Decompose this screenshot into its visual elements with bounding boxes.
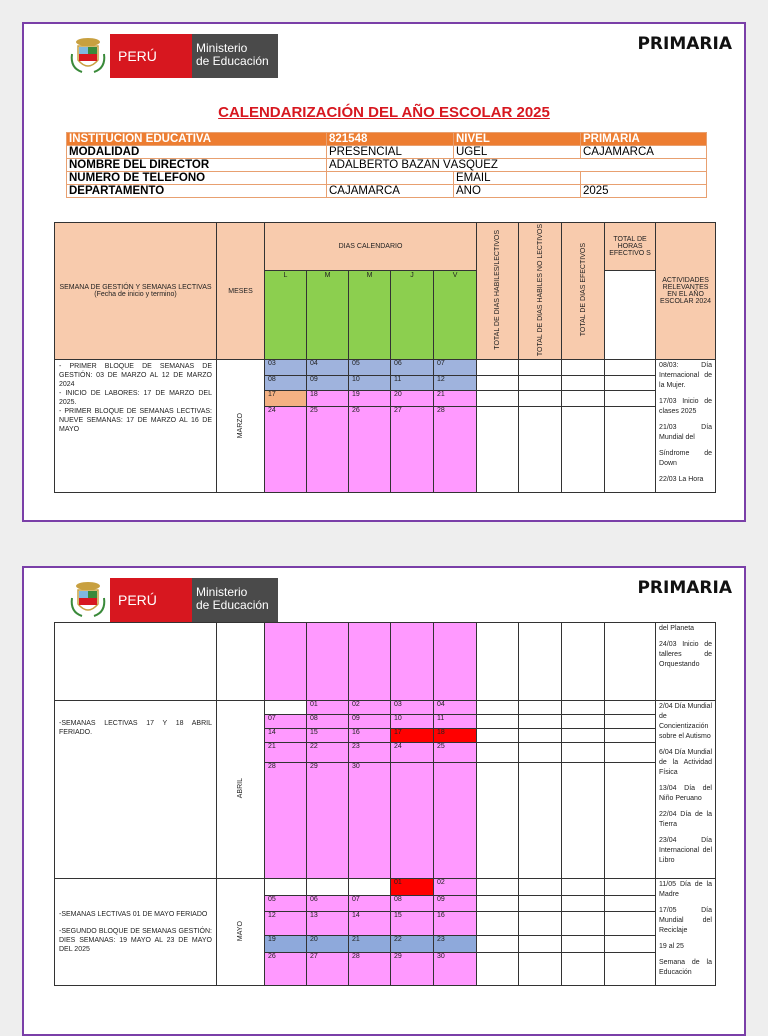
ugel-label: UGEL <box>454 146 581 159</box>
day-cell: 06 <box>307 895 349 912</box>
total-cell <box>605 952 656 985</box>
mes-cell-mayo: MAYO <box>217 879 265 986</box>
total-cell <box>605 406 656 492</box>
total-cell <box>519 623 562 701</box>
total-cell <box>605 743 656 763</box>
day-cell: 16 <box>349 729 391 743</box>
day-cell: 11 <box>391 375 434 391</box>
day-cell <box>434 623 477 701</box>
day-cell: 20 <box>391 391 434 407</box>
total-cell <box>477 375 519 391</box>
total-cell <box>562 623 605 701</box>
total-cell <box>477 406 519 492</box>
day-header-m: M <box>307 270 349 360</box>
day-cell: 07 <box>349 895 391 912</box>
total-cell <box>562 952 605 985</box>
total-cell <box>477 360 519 376</box>
departamento-value: CAJAMARCA <box>327 185 454 198</box>
day-cell: 12 <box>265 912 307 936</box>
day-cell: 03 <box>265 360 307 376</box>
email-value <box>581 172 707 185</box>
total-cell <box>605 763 656 879</box>
minedu-logo <box>66 578 278 622</box>
modalidad-label: MODALIDAD <box>67 146 327 159</box>
page-2 <box>22 566 746 1036</box>
country-label: PERÚ <box>110 34 192 78</box>
mes-cell-marzo: MARZO <box>217 360 265 493</box>
day-cell: 09 <box>307 375 349 391</box>
day-cell: 01 <box>307 701 349 715</box>
semana-cell-abril: -SEMANAS LECTIVAS 17 Y 18 ABRIL FERIADO. <box>55 701 217 879</box>
total-cell <box>477 912 519 936</box>
director-label: NOMBRE DEL DIRECTOR <box>67 159 327 172</box>
total-efectivos-header: TOTAL DE DIAS EFECTIVOS <box>562 223 605 360</box>
semana-cell-marzo: - PRIMER BLOQUE DE SEMANAS DE GESTIÓN: 03 DE MARZO AL 12 DE MARZO 2024 - INICIO DE LABORES: 17 DE MARZO DEL 2025. - PRIMER BLOQUE DE SEMANAS LECTIVAS: NUEVE SEMANAS: 17 DE MARZO AL 16 DE MAYO <box>55 360 217 493</box>
day-cell <box>265 701 307 715</box>
day-cell: 15 <box>307 729 349 743</box>
nivel-value: PRIMARIA <box>581 133 707 146</box>
actividades-cell-abril: 2/04 Día Mundial de Concientización sobre el Autismo 6/04 Día Mundial de la Actividad Física 13/04 Día del Niño Peruano 22/04 Día de la Tierra 23/04 Día Internacional del Libro <box>656 701 716 879</box>
total-no-lectivos-header: TOTAL DE DIAS HABILES NO LECTIVOS <box>519 223 562 360</box>
day-cell: 26 <box>265 952 307 985</box>
institution-info-table <box>66 132 707 198</box>
day-cell: 29 <box>391 952 434 985</box>
total-cell <box>605 715 656 729</box>
telefono-label: NÚMERO DE TELÉFONO <box>67 172 327 185</box>
day-cell: 23 <box>349 743 391 763</box>
calendar-table-marzo <box>54 222 716 493</box>
day-cell: 17 <box>265 391 307 407</box>
total-cell <box>562 936 605 953</box>
total-cell <box>519 391 562 407</box>
day-cell: 24 <box>391 743 434 763</box>
day-cell: 05 <box>265 895 307 912</box>
day-header-m: M <box>349 270 391 360</box>
total-cell <box>605 375 656 391</box>
country-label: PERÚ <box>110 578 192 622</box>
total-cell <box>477 729 519 743</box>
total-cell <box>605 936 656 953</box>
total-cell <box>562 879 605 896</box>
institucion-label: INSTITUCIÓN EDUCATIVA <box>67 133 327 146</box>
day-cell: 25 <box>307 406 349 492</box>
day-cell <box>307 623 349 701</box>
day-cell: 19 <box>349 391 391 407</box>
day-cell-holiday: 01 <box>391 879 434 896</box>
day-cell: 07 <box>265 715 307 729</box>
day-cell: 07 <box>434 360 477 376</box>
coat-of-arms-icon <box>66 578 110 622</box>
day-cell: 19 <box>265 936 307 953</box>
actividades-cell-marzo: 08/03: Día Internacional de la Mujer. 17/03 Inicio de clases 2025 21/03 Día Mundial del Síndrome de Down 22/03 La Hora <box>656 360 716 493</box>
anio-value: 2025 <box>581 185 707 198</box>
total-cell <box>477 936 519 953</box>
total-cell <box>477 952 519 985</box>
day-cell: 14 <box>265 729 307 743</box>
level-title: PRIMARIA <box>637 34 732 54</box>
day-cell: 18 <box>307 391 349 407</box>
total-cell <box>477 743 519 763</box>
day-cell: 02 <box>434 879 477 896</box>
total-cell <box>605 895 656 912</box>
total-cell <box>477 623 519 701</box>
total-cell <box>562 912 605 936</box>
day-cell: 11 <box>434 715 477 729</box>
day-cell: 26 <box>349 406 391 492</box>
total-cell <box>605 729 656 743</box>
total-cell <box>562 360 605 376</box>
mes-cell-cont <box>217 623 265 701</box>
total-cell <box>605 623 656 701</box>
actividades-header: ACTIVIDADES RELEVANTES EN EL AÑO ESCOLAR 2024 <box>656 223 716 360</box>
day-cell: 24 <box>265 406 307 492</box>
day-header-j: J <box>391 270 434 360</box>
day-cell: 06 <box>391 360 434 376</box>
total-cell <box>562 895 605 912</box>
total-cell <box>562 763 605 879</box>
day-cell: 22 <box>307 743 349 763</box>
institucion-value: 821548 <box>327 133 454 146</box>
day-cell: 22 <box>391 936 434 953</box>
semana-cell-mayo: -SEMANAS LECTIVAS 01 DE MAYO FERIADO -SEGUNDO BLOQUE DE SEMANAS GESTIÓN: DIES SEMANAS: 19 MAYO AL 23 DE MAYO DEL 2025 <box>55 879 217 986</box>
page-1 <box>22 22 746 522</box>
total-cell <box>519 895 562 912</box>
day-cell: 21 <box>434 391 477 407</box>
total-cell <box>519 375 562 391</box>
day-cell: 27 <box>307 952 349 985</box>
total-cell <box>519 879 562 896</box>
coat-of-arms-icon <box>66 34 110 78</box>
day-cell: 28 <box>434 406 477 492</box>
total-cell <box>519 936 562 953</box>
day-cell: 15 <box>391 912 434 936</box>
total-cell <box>562 391 605 407</box>
email-label: EMAIL <box>454 172 581 185</box>
day-cell: 03 <box>391 701 434 715</box>
day-cell: 21 <box>349 936 391 953</box>
total-cell <box>605 912 656 936</box>
semana-cell-cont <box>55 623 217 701</box>
actividades-cell-cont: del Planeta 24/03 Inicio de talleres de Orquestando <box>656 623 716 701</box>
ministry-label: Ministerio de Educación <box>196 585 269 612</box>
total-cell <box>562 715 605 729</box>
total-habiles-header: TOTAL DE DIAS HABILES/LECTIVOS <box>477 223 519 360</box>
total-cell <box>562 701 605 715</box>
day-cell <box>391 623 434 701</box>
day-cell <box>434 763 477 879</box>
total-cell <box>477 715 519 729</box>
day-cell: 09 <box>434 895 477 912</box>
total-cell <box>477 391 519 407</box>
modalidad-value: PRESENCIAL <box>327 146 454 159</box>
day-cell: 21 <box>265 743 307 763</box>
day-cell: 05 <box>349 360 391 376</box>
total-cell <box>605 391 656 407</box>
total-cell <box>519 729 562 743</box>
total-cell <box>477 879 519 896</box>
document-title: CALENDARIZACIÓN DEL AÑO ESCOLAR 2025 <box>218 104 550 121</box>
total-cell <box>605 360 656 376</box>
total-cell <box>562 406 605 492</box>
nivel-label: NIVEL <box>454 133 581 146</box>
day-cell <box>307 879 349 896</box>
total-cell <box>519 912 562 936</box>
day-cell: 27 <box>391 406 434 492</box>
total-cell <box>562 375 605 391</box>
mes-cell-abril: ABRIL <box>217 701 265 879</box>
day-header-v: V <box>434 270 477 360</box>
day-cell <box>265 623 307 701</box>
total-cell <box>519 701 562 715</box>
ugel-value: CAJAMARCA <box>581 146 707 159</box>
actividades-cell-mayo: 11/05 Día de la Madre 17/05 Día Mundial del Reciclaje 19 al 25 Semana de la Educación <box>656 879 716 986</box>
day-cell: 28 <box>265 763 307 879</box>
total-cell <box>477 701 519 715</box>
total-cell <box>605 879 656 896</box>
day-cell <box>349 879 391 896</box>
day-cell: 16 <box>434 912 477 936</box>
day-cell: 20 <box>307 936 349 953</box>
anio-label: AÑO <box>454 185 581 198</box>
day-cell-holiday: 17 <box>391 729 434 743</box>
day-cell <box>391 763 434 879</box>
day-header-l: L <box>265 270 307 360</box>
day-cell: 25 <box>434 743 477 763</box>
day-cell: 08 <box>307 715 349 729</box>
director-value: ADALBERTO BAZAN VÁSQUEZ <box>327 159 707 172</box>
meses-header: MESES <box>217 223 265 360</box>
day-cell: 29 <box>307 763 349 879</box>
total-cell <box>605 701 656 715</box>
total-cell <box>562 743 605 763</box>
day-cell <box>265 879 307 896</box>
level-title: PRIMARIA <box>637 578 732 598</box>
day-cell: 30 <box>349 763 391 879</box>
ministry-label: Ministerio de Educación <box>196 41 269 68</box>
day-cell: 02 <box>349 701 391 715</box>
day-cell: 14 <box>349 912 391 936</box>
day-cell: 12 <box>434 375 477 391</box>
dias-header: DIAS CALENDARIO <box>265 223 477 271</box>
total-cell <box>519 743 562 763</box>
day-cell: 08 <box>391 895 434 912</box>
total-cell <box>519 360 562 376</box>
semana-header: SEMANA DE GESTIÓN Y SEMANAS LECTIVAS (Fecha de inicio y termino) <box>55 223 217 360</box>
day-cell: 10 <box>391 715 434 729</box>
total-horas-blank <box>605 270 656 360</box>
departamento-label: DEPARTAMENTO <box>67 185 327 198</box>
total-cell <box>519 763 562 879</box>
total-cell <box>519 406 562 492</box>
day-cell: 08 <box>265 375 307 391</box>
day-cell <box>349 623 391 701</box>
day-cell: 09 <box>349 715 391 729</box>
day-cell: 04 <box>307 360 349 376</box>
total-cell <box>519 952 562 985</box>
day-cell: 30 <box>434 952 477 985</box>
day-cell: 28 <box>349 952 391 985</box>
total-cell <box>477 895 519 912</box>
day-cell: 04 <box>434 701 477 715</box>
total-cell <box>519 715 562 729</box>
total-cell <box>477 763 519 879</box>
day-cell: 23 <box>434 936 477 953</box>
telefono-value <box>327 172 454 185</box>
total-cell <box>562 729 605 743</box>
day-cell: 13 <box>307 912 349 936</box>
calendar-table-abril-mayo <box>54 622 716 986</box>
day-cell-holiday: 18 <box>434 729 477 743</box>
total-horas-header: TOTAL DE HORAS EFECTIVO S <box>605 223 656 271</box>
day-cell: 10 <box>349 375 391 391</box>
minedu-logo <box>66 34 278 78</box>
